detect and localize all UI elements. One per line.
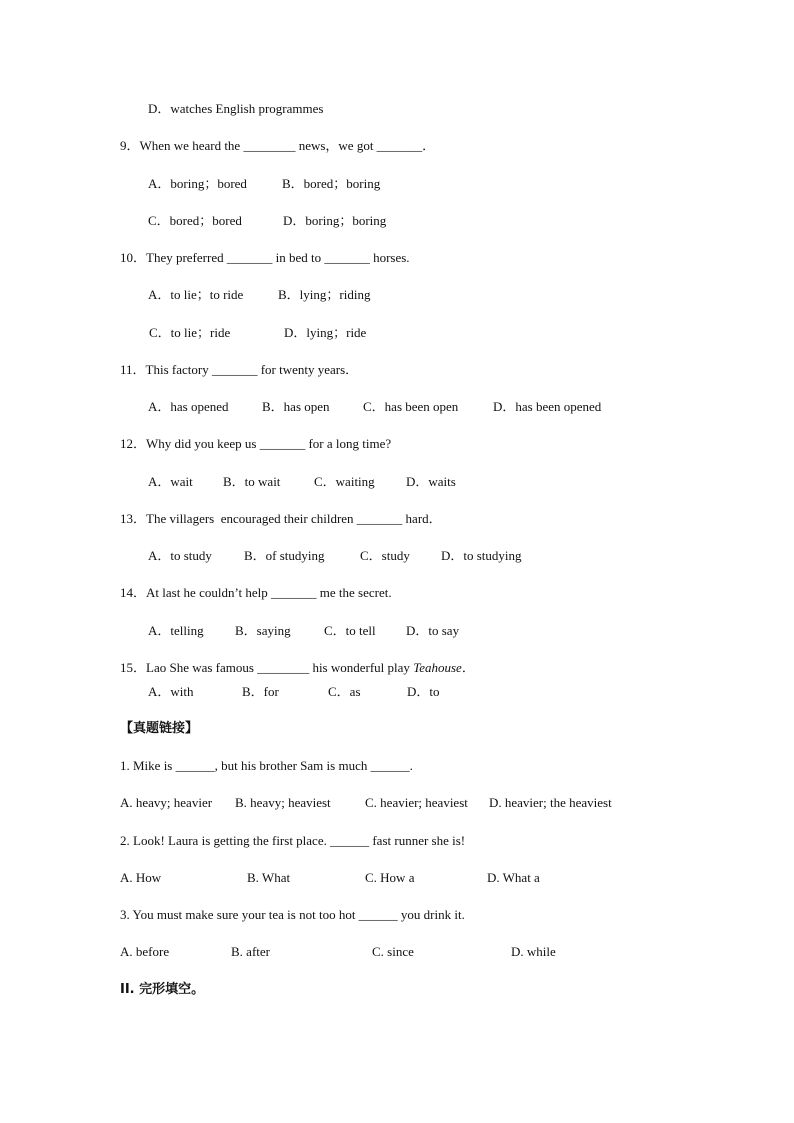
q12-option-d: D．waits bbox=[406, 474, 456, 489]
link3-stem: 3. You must make sure your tea is not too hot ______ you drink it. bbox=[120, 907, 465, 922]
link2-option-d: D. What a bbox=[487, 870, 540, 885]
q14-option-a: A．telling bbox=[148, 623, 204, 638]
link2-stem: 2. Look! Laura is getting the first place. ______ fast runner she is! bbox=[120, 833, 466, 848]
q10-option-b: B．lying；riding bbox=[278, 287, 371, 302]
q10-stem: 10．They preferred _______ in bed to _______ horses. bbox=[120, 250, 410, 265]
section-heading-cloze: II. 完形填空。 bbox=[120, 982, 205, 997]
q15-stem-prefix: 15．Lao She was famous ________ his wonderful play bbox=[120, 660, 414, 675]
q15-option-d: D．to bbox=[407, 684, 440, 699]
q9-option-c: C．bored；bored bbox=[148, 213, 242, 228]
link1-option-a: A. heavy; heavier bbox=[120, 795, 213, 810]
q12-option-a: A．wait bbox=[148, 474, 193, 489]
link3-option-c: C. since bbox=[372, 944, 414, 959]
q11-option-a: A．has opened bbox=[148, 399, 229, 414]
section-heading-real-exam-link: 【真题链接】 bbox=[120, 721, 199, 736]
q12-stem: 12．Why did you keep us _______ for a long time? bbox=[120, 436, 392, 451]
q9-option-a: A．boring；bored bbox=[148, 176, 247, 191]
q12-option-c: C．waiting bbox=[314, 474, 375, 489]
q8-option-d: D．watches English programmes bbox=[148, 101, 324, 116]
q9-stem: 9．When we heard the ________ news，we got _______． bbox=[120, 138, 436, 153]
q9-option-b: B．bored；boring bbox=[282, 176, 381, 191]
link1-option-c: C. heavier; heaviest bbox=[365, 795, 468, 810]
link2-option-c: C. How a bbox=[365, 870, 415, 885]
q13-option-b: B．of studying bbox=[244, 548, 325, 563]
q10-option-d: D．lying；ride bbox=[284, 325, 367, 340]
link1-stem: 1. Mike is ______, but his brother Sam is much ______. bbox=[120, 758, 413, 773]
link1-option-d: D. heavier; the heaviest bbox=[489, 795, 612, 810]
q11-option-b: B．has open bbox=[262, 399, 330, 414]
link1-option-b: B. heavy; heaviest bbox=[235, 795, 331, 810]
link3-option-d: D. while bbox=[511, 944, 556, 959]
q14-option-c: C．to tell bbox=[324, 623, 376, 638]
q13-stem: 13．The villagers encouraged their children _______ hard． bbox=[120, 511, 442, 526]
q11-option-c: C．has been open bbox=[363, 399, 459, 414]
q13-option-c: C．study bbox=[360, 548, 410, 563]
link2-option-a: A. How bbox=[120, 870, 162, 885]
q15-stem bbox=[120, 660, 475, 676]
q15-option-c: C．as bbox=[328, 684, 361, 699]
q15-option-a: A．with bbox=[148, 684, 194, 699]
link3-option-b: B. after bbox=[231, 944, 270, 959]
link3-option-a: A. before bbox=[120, 944, 170, 959]
q10-option-a: A．to lie；to ride bbox=[148, 287, 244, 302]
q15-option-b: B．for bbox=[242, 684, 279, 699]
q13-option-d: D．to studying bbox=[441, 548, 522, 563]
q15-play-title: Teahouse bbox=[413, 660, 462, 675]
q10-option-c: C．to lie；ride bbox=[149, 325, 231, 340]
q14-option-d: D．to say bbox=[406, 623, 460, 638]
q11-stem: 11．This factory _______ for twenty years． bbox=[120, 362, 359, 377]
q9-option-d: D．boring；boring bbox=[283, 213, 387, 228]
q11-option-d: D．has been opened bbox=[493, 399, 602, 414]
link2-option-b: B. What bbox=[247, 870, 291, 885]
q12-option-b: B．to wait bbox=[223, 474, 281, 489]
q13-option-a: A．to study bbox=[148, 548, 212, 563]
q14-option-b: B．saying bbox=[235, 623, 291, 638]
q15-stem-suffix: ． bbox=[461, 660, 475, 675]
q14-stem: 14．At last he couldn’t help _______ me the secret. bbox=[120, 585, 392, 600]
